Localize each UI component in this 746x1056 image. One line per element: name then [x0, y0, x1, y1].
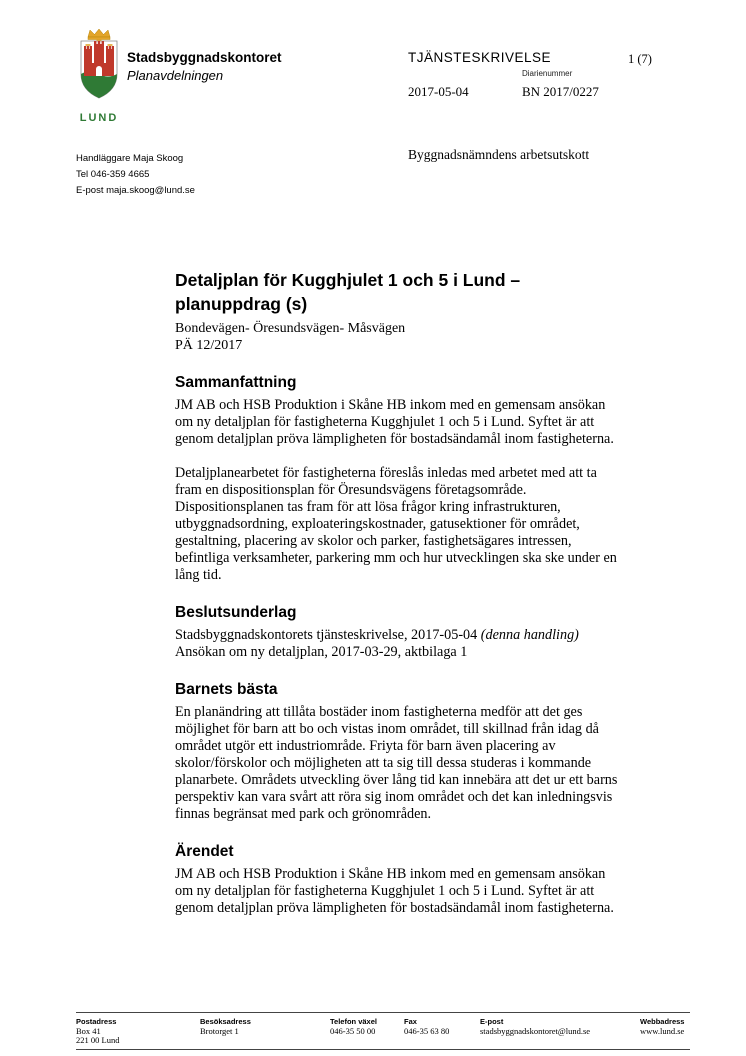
subtitle-streets: Bondevägen- Öresundsvägen- Måsvägen: [175, 321, 406, 336]
beslutsunderlag-item-2: Ansökan om ny detaljplan, 2017-03-29, aktbilaga 1: [175, 644, 468, 660]
section-heading-barnets-basta: Barnets bästa: [175, 681, 278, 698]
footer-col-postadress: [76, 1017, 119, 1046]
footer-col-besoksadress: [200, 1017, 251, 1036]
beslutsunderlag-item-1-note: (denna handling): [480, 627, 579, 643]
handler-email: E-post maja.skoog@lund.se: [76, 185, 195, 196]
footer-value: Box 41: [76, 1025, 101, 1036]
document-body: [175, 268, 620, 917]
footer-label-besoksadress: Besöksadress: [200, 1017, 251, 1026]
footer-value: 046-35 50 00: [330, 1025, 376, 1036]
logo-text: LUND: [79, 112, 119, 124]
arendet-paragraph: JM AB och HSB Produktion i Skåne HB inkom med en gemensam ansökan om ny detaljplan för fastigheterna Kugghjulet 1 och 5 i Lund. Syftet är att genom detaljplan pröva lämpligheten för bostadsändamål inom fastigheterna.: [175, 866, 614, 916]
lund-coat-of-arms-icon: [75, 28, 123, 104]
footer-col-webbadress: [640, 1017, 684, 1036]
footer-label-fax: Fax: [404, 1017, 417, 1026]
document-title: Detaljplan för Kugghjulet 1 och 5 i Lund – planuppdrag (s): [175, 270, 521, 314]
section-heading-arendet: Ärendet: [175, 843, 234, 860]
footer-col-fax: [404, 1017, 449, 1036]
handler-contact-block: [76, 151, 195, 199]
sammanfattning-paragraph-2: Detaljplanearbetet för fastigheterna föreslås inledas med arbetet med att ta fram en dispositionsplan för Öresundsvägens företagsområde. Dispositionsplanen tas fram för att lösa frågor kring infrastrukturen, utbyggnadsordning, exploateringskostnader, gatusektioner för området, gestaltning, placering av skolor och parker, fastighetsägares intressen, befintliga verksamheter, parkering mm och hur utvecklingen ska ske under en lång tid.: [175, 465, 617, 583]
footer-label-webbadress: Webbadress: [640, 1017, 685, 1026]
footer-col-telefon: [330, 1017, 377, 1036]
org-department: Planavdelningen: [127, 68, 224, 83]
diarienummer-label: Diarienummer: [522, 69, 573, 78]
diarienummer-value: BN 2017/0227: [522, 84, 599, 99]
section-heading-beslutsunderlag: Beslutsunderlag: [175, 604, 297, 621]
lund-logo: [74, 28, 124, 124]
org-name: Stadsbyggnadskontoret: [127, 50, 282, 65]
page-number: 1 (7): [628, 52, 652, 66]
footer-value: 046-35 63 80: [404, 1025, 450, 1036]
beslutsunderlag-item-1-text: Stadsbyggnadskontorets tjänsteskrivelse, 2017-05-04: [175, 627, 481, 643]
footer-value: Brotorget 1: [200, 1025, 239, 1036]
document-type-label: TJÄNSTESKRIVELSE: [408, 50, 552, 65]
handler-name: Handläggare Maja Skoog: [76, 153, 184, 164]
barnets-basta-paragraph: En planändring att tillåta bostäder inom fastigheterna medför att det ges möjlighet för barn att bo och vistas inom området, till skillnad från idag då området utgör ett industriområde. Friyta för barn även placering av skolor/förskolor och möjligheten att ta sig till dessa studeras i kommande planarbete. Områdets utveckling över lång tid kan innebära att det ur ett barns perspektiv kan vara svårt att röra sig inom området och det kan inledningsvis finnas begränsat med park och grönområden.: [175, 704, 618, 822]
recipient: Byggnadsnämndens arbetsutskott: [408, 147, 590, 162]
footer-label-telefon: Telefon växel: [330, 1017, 377, 1026]
document-date: 2017-05-04: [408, 84, 469, 99]
section-heading-sammanfattning: Sammanfattning: [175, 374, 297, 391]
subtitle-case-number: PÄ 12/2017: [175, 338, 243, 353]
footer-value: 221 00 Lund: [76, 1035, 120, 1045]
footer-col-epost: [480, 1017, 590, 1036]
footer-label-epost: E-post: [480, 1017, 504, 1026]
sammanfattning-paragraph-1: JM AB och HSB Produktion i Skåne HB inkom med en gemensam ansökan om ny detaljplan för fastigheterna Kugghjulet 1 och 5 i Lund. Syftet är att genom detaljplan pröva lämpligheten för bostadsändamål inom fastigheterna.: [175, 397, 614, 447]
document-footer: [76, 1012, 690, 1050]
footer-value: www.lund.se: [640, 1025, 685, 1036]
footer-label-postadress: Postadress: [76, 1017, 117, 1026]
footer-value: stadsbyggnadskontoret@lund.se: [480, 1025, 591, 1036]
handler-phone: Tel 046-359 4665: [76, 169, 150, 180]
beslutsunderlag-item-1: [175, 627, 620, 644]
